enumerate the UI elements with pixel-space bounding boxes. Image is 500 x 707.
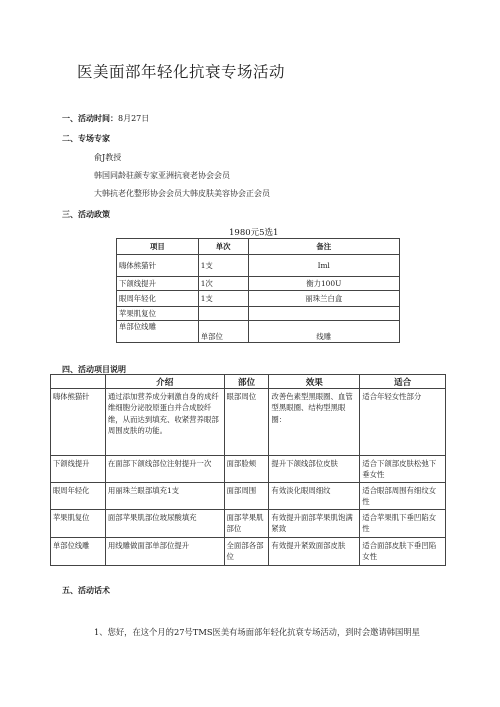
table-row: 苹果肌复位 bbox=[117, 307, 400, 321]
expert-line-1: 俞J教授 bbox=[94, 153, 122, 162]
project-header-blank bbox=[51, 375, 106, 389]
table-row: 下颌线提升 1次 衡力100U bbox=[117, 277, 400, 291]
table-row: 单部位线雕 用线雕做面部单部位提升 全面部各部位 有效提升紧致面部皮肤 适合面部皮肤下垂凹陷女性 bbox=[51, 538, 446, 566]
expert-line-2: 韩国同龄驻颜专家亚洲抗衰老协会会员 bbox=[94, 171, 230, 180]
policy-header-note: 备注 bbox=[248, 239, 399, 255]
project-header-part: 部位 bbox=[224, 375, 269, 389]
table-row: 嗨体熊猫针 1支 Iml bbox=[117, 255, 400, 277]
talk-paragraph: 1、您好，在这个月的27号TMS医美有场面部年轻化抗衰专场活动，到时会邀请韩国明星 bbox=[94, 627, 420, 637]
project-header-suitable: 适合 bbox=[360, 375, 446, 389]
table-row: 眼周年轻化 1支 丽珠兰白盒 bbox=[117, 291, 400, 307]
table-row: 苹果肌复位 面部苹果肌部位玻尿酸填充 面部苹果肌部位 有效提升面部苹果肌饱满紧致 适合苹果肌下垂凹陷女性 bbox=[51, 510, 446, 538]
policy-table bbox=[116, 238, 400, 343]
section-time bbox=[62, 113, 149, 124]
event-date: 8月27日 bbox=[118, 114, 150, 123]
expert-line-3: 大韩抗老化整形协会会员大韩皮肤美容协会正会员 bbox=[94, 189, 270, 198]
section-talk-label: 五、活动话术 bbox=[62, 586, 110, 595]
page-title: 医美面部年轻化抗衰专场活动 bbox=[77, 63, 286, 81]
project-header-intro: 介绍 bbox=[105, 375, 224, 389]
section-project-label: 四、活动项目说明 bbox=[62, 365, 126, 374]
project-table bbox=[50, 374, 446, 566]
policy-headline: 1980元5选1 bbox=[229, 228, 279, 238]
section-policy-label: 三、活动政策 bbox=[62, 210, 110, 219]
table-row: 下颌线提升 在面部下颌线部位注射提升一次 面部脸颊 提升下颌线部位皮肤 适合下颌部皮肤松弛下垂女性 bbox=[51, 456, 446, 483]
section-expert-label: 二、专场专家 bbox=[62, 134, 110, 143]
policy-header-times: 单次 bbox=[198, 239, 248, 255]
policy-header-item: 项目 bbox=[117, 239, 199, 255]
section-time-label: 一、活动时间： bbox=[62, 114, 118, 123]
project-header-effect: 效果 bbox=[269, 375, 360, 389]
table-row: 单部位线雕 单部位 线雕 bbox=[117, 321, 400, 343]
table-row: 眼周年轻化 用丽珠兰眼部填充1支 面部周围 有效淡化眼周细纹 适合眼部周围有细纹女性 bbox=[51, 483, 446, 510]
table-row: 嗨体熊猫针 通过添加营养成分刺激自身的成纤维细胞分泌胶原蛋白并合成胶纤维，从而达到填充、收紧营养眼部周围皮肤的功能。 眼部周位 改善色素型黑眼圈、血管型黑眼圈、结构型黑眼圈： 适合年轻女性部分 bbox=[51, 389, 446, 456]
